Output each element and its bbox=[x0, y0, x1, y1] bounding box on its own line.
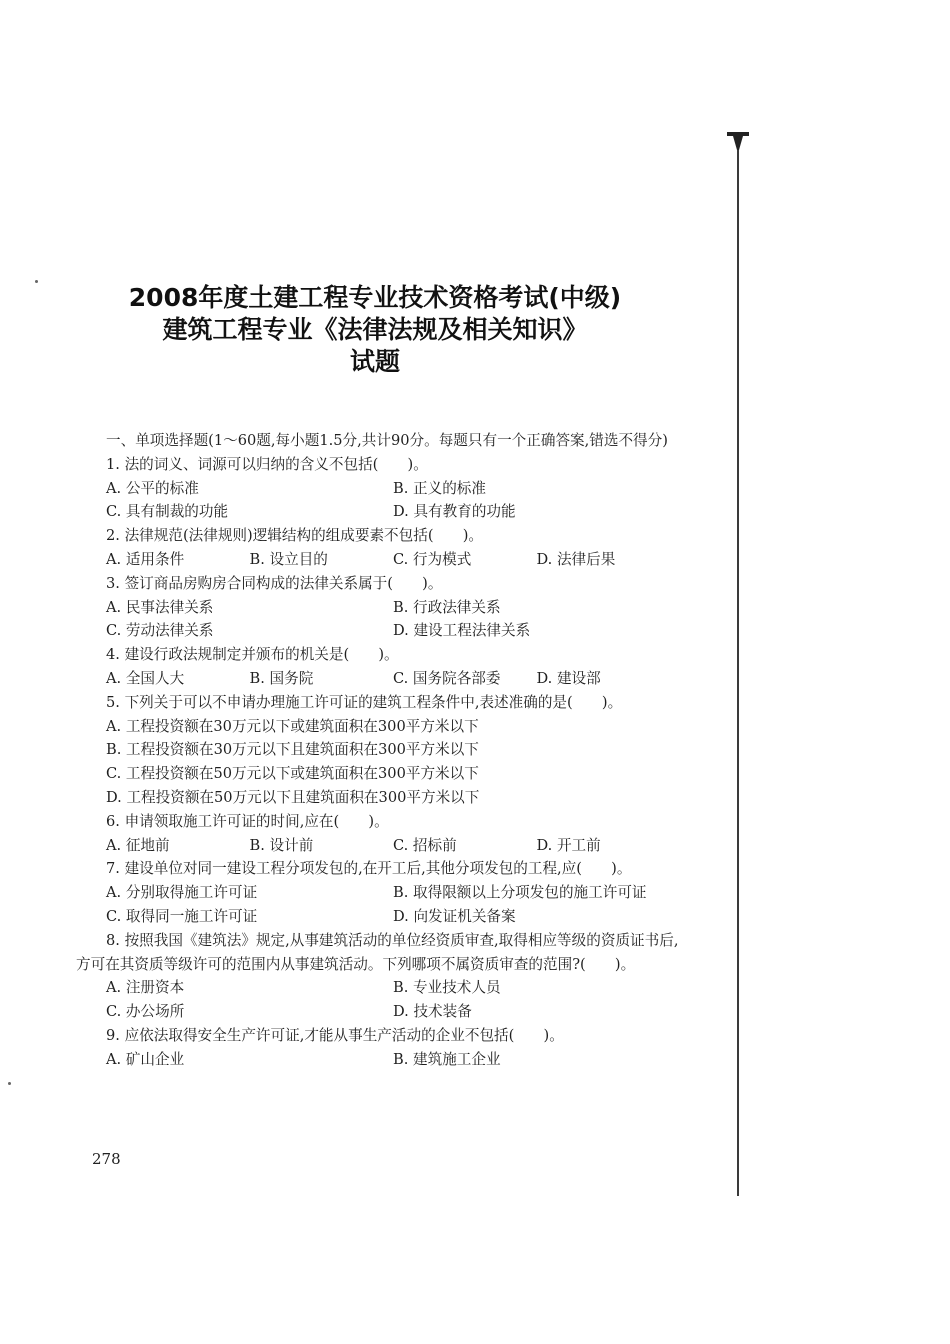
question-options bbox=[76, 976, 680, 1000]
option: A. 分别取得施工许可证 bbox=[106, 884, 258, 902]
option: A. 适用条件 bbox=[106, 550, 185, 568]
section-heading: 一、单项选择题(1～60题,每小题1.5分,共计90分。每题只有一个正确答案,错选不得分) bbox=[106, 432, 668, 449]
option: C. 国务院各部委 bbox=[393, 669, 501, 687]
option: C. 办公场所 bbox=[106, 1003, 185, 1021]
option: B. 行政法律关系 bbox=[393, 598, 501, 616]
question-stem: 6. 申请领取施工许可证的时间,应在( )。 bbox=[106, 812, 389, 830]
option: D. 开工前 bbox=[536, 836, 601, 854]
question-stem: 7. 建设单位对同一建设工程分项发包的,在开工后,其他分项发包的工程,应( )。 bbox=[106, 860, 632, 878]
option: A. 全国人大 bbox=[106, 669, 185, 687]
option: D. 建设工程法律关系 bbox=[393, 622, 531, 640]
question-stem: 1. 法的词义、词源可以归纳的含义不包括( )。 bbox=[106, 455, 428, 473]
option: A. 注册资本 bbox=[106, 979, 185, 997]
question-options bbox=[76, 1048, 680, 1072]
option: D. 具有教育的功能 bbox=[393, 503, 516, 521]
binding-rule-point bbox=[733, 136, 743, 150]
question-options bbox=[76, 834, 680, 858]
option: B. 建筑施工企业 bbox=[393, 1050, 501, 1068]
option: B. 工程投资额在30万元以下且建筑面积在300平方米以下 bbox=[106, 741, 479, 759]
option: D. 建设部 bbox=[536, 669, 601, 687]
option: C. 行为模式 bbox=[393, 550, 472, 568]
option: B. 设立目的 bbox=[249, 550, 328, 568]
question-options bbox=[76, 1000, 680, 1024]
option: D. 向发证机关备案 bbox=[393, 907, 516, 925]
question-options bbox=[76, 477, 680, 501]
question-stem: 8. 按照我国《建筑法》规定,从事建筑活动的单位经资质审查,取得相应等级的资质证书后,方可在其资质等级许可的范围内从事建筑活动。下列哪项不属资质审查的范围?( )。 bbox=[76, 931, 679, 973]
option: A. 公平的标准 bbox=[106, 479, 199, 497]
question-options bbox=[76, 667, 680, 691]
title-line-2: 建筑工程专业《法律法规及相关知识》 bbox=[162, 315, 588, 344]
option: A. 工程投资额在30万元以下或建筑面积在300平方米以下 bbox=[106, 717, 479, 735]
binding-margin-rule bbox=[737, 132, 739, 1196]
option: B. 设计前 bbox=[249, 836, 314, 854]
title-line-3: 试题 bbox=[349, 347, 400, 376]
question-options bbox=[76, 548, 680, 572]
option: A. 矿山企业 bbox=[106, 1050, 185, 1068]
option: B. 取得限额以上分项发包的施工许可证 bbox=[393, 884, 647, 902]
option: C. 劳动法律关系 bbox=[106, 622, 214, 640]
option: B. 国务院 bbox=[249, 669, 314, 687]
question-stem: 4. 建设行政法规制定并颁布的机关是( )。 bbox=[106, 646, 399, 664]
page-number: 278 bbox=[92, 1150, 121, 1168]
question-options bbox=[76, 619, 680, 643]
exam-content bbox=[76, 429, 680, 1072]
option: A. 征地前 bbox=[106, 836, 170, 854]
option: C. 具有制裁的功能 bbox=[106, 503, 229, 521]
question-stem: 3. 签订商品房购房合同构成的法律关系属于( )。 bbox=[106, 574, 443, 592]
question-stem: 9. 应依法取得安全生产许可证,才能从事生产活动的企业不包括( )。 bbox=[106, 1026, 564, 1044]
option: C. 取得同一施工许可证 bbox=[106, 907, 258, 925]
option: B. 专业技术人员 bbox=[393, 979, 501, 997]
question-options bbox=[76, 596, 680, 620]
question-options bbox=[76, 500, 680, 524]
option: D. 技术装备 bbox=[393, 1003, 472, 1021]
option: D. 法律后果 bbox=[536, 550, 616, 568]
option: C. 招标前 bbox=[393, 836, 457, 854]
scan-speck bbox=[35, 280, 38, 283]
question-stem: 5. 下列关于可以不申请办理施工许可证的建筑工程条件中,表述准确的是( )。 bbox=[106, 693, 623, 711]
title-line-1: 2008年度土建工程专业技术资格考试(中级) bbox=[128, 283, 622, 312]
question-stem: 2. 法律规范(法律规则)逻辑结构的组成要素不包括( )。 bbox=[106, 527, 483, 545]
question-options bbox=[76, 905, 680, 929]
option: A. 民事法律关系 bbox=[106, 598, 214, 616]
option: C. 工程投资额在50万元以下或建筑面积在300平方米以下 bbox=[106, 765, 479, 783]
exam-title bbox=[90, 282, 660, 378]
question-options bbox=[76, 881, 680, 905]
option: B. 正义的标准 bbox=[393, 479, 486, 497]
scan-speck bbox=[8, 1082, 11, 1085]
binding-rule-cap bbox=[727, 132, 749, 136]
option: D. 工程投资额在50万元以下且建筑面积在300平方米以下 bbox=[106, 788, 480, 806]
